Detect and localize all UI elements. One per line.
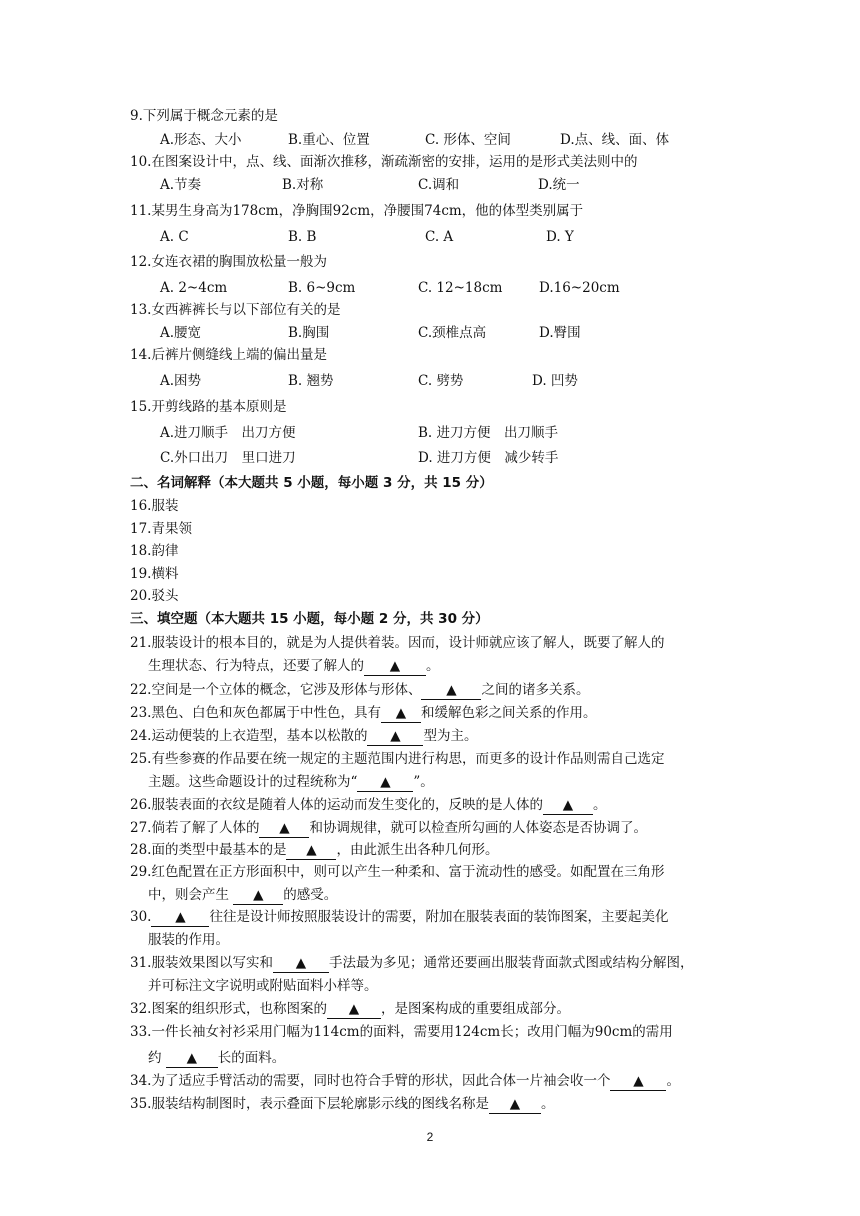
answer-blank: ▲ (151, 908, 209, 927)
question-10-option-b: B.对称 (282, 177, 324, 193)
question-21-line-1: 21.服装设计的根本目的，就是为人提供着装。因而，设计师就应该了解人，既要了解人的 (130, 635, 665, 651)
answer-blank: ▲ (286, 841, 336, 860)
section-3-title: 三、填空题（本大题共 15 小题，每小题 2 分，共 30 分） (130, 611, 489, 627)
question-29-line-2: 中，则会产生 ▲ 的感受。 (148, 887, 338, 903)
question-11-option-a: A. C (160, 229, 189, 245)
question-15-option-a: A.进刀顺手 出刀方便 (160, 425, 296, 441)
answer-blank: ▲ (543, 796, 593, 815)
answer-blank: ▲ (327, 1000, 381, 1019)
answer-blank: ▲ (166, 1049, 218, 1068)
question-10-option-d: D.统一 (538, 177, 580, 193)
question-29-line-1: 29.红色配置在正方形面积中，则可以产生一种柔和、富于流动性的感受。如配置在三角形 (130, 864, 665, 880)
question-11-option-c: C. A (425, 229, 454, 245)
question-11-option-b: B. B (288, 229, 317, 245)
question-33-line-2: 约 ▲ 长的面料。 (148, 1050, 286, 1066)
question-14-option-c: C. 劈势 (418, 373, 464, 389)
section-2-title: 二、名词解释（本大题共 5 小题，每小题 3 分，共 15 分） (130, 475, 493, 491)
question-27: 27.倘若了解了人体的 ▲ 和协调规律，就可以检查所勾画的人体姿态是否协调了。 (130, 820, 647, 836)
answer-blank: ▲ (367, 727, 423, 746)
question-34: 34.为了适应手臂活动的需要，同时也符合手臂的形状，因此合体一片袖会收一个 ▲ 。 (130, 1073, 680, 1089)
question-35: 35.服装结构制图时，表示叠面下层轮廓影示线的图线名称是 ▲ 。 (130, 1096, 555, 1112)
question-33-line-1: 33.一件长袖女衬衫采用门幅为114cm的面料，需要用124cm长；改用门幅为90cm的需用 (130, 1024, 673, 1040)
question-9-stem: 9.下列属于概念元素的是 (130, 108, 278, 124)
answer-blank: ▲ (233, 886, 283, 905)
question-24: 24.运动便装的上衣造型，基本以松散的 ▲ 型为主。 (130, 728, 478, 744)
question-32: 32.图案的组织形式，也称图案的 ▲ ，是图案构成的重要组成部分。 (130, 1001, 570, 1017)
question-12-option-d: D.16~20cm (539, 280, 620, 296)
term-item-16: 16.服装 (130, 498, 179, 514)
question-12-option-c: C. 12~18cm (418, 280, 503, 296)
question-15-stem: 15.开剪线路的基本原则是 (130, 399, 287, 415)
question-30-line-2: 服装的作用。 (148, 932, 229, 948)
question-15-option-c: C.外口出刀 里口进刀 (160, 450, 296, 466)
question-13-stem: 13.女西裤裤长与以下部位有关的是 (130, 302, 341, 318)
question-22: 22.空间是一个立体的概念，它涉及形体与形体、 ▲ 之间的诸多关系。 (130, 682, 590, 698)
question-9-option-a: A.形态、大小 (160, 132, 242, 148)
question-13-option-d: D.臀围 (539, 325, 581, 341)
question-11-stem: 11.某男生身高为178cm，净胸围92cm，净腰围74cm，他的体型类别属于 (130, 203, 584, 219)
question-14-option-b: B. 翘势 (288, 373, 334, 389)
term-item-18: 18.韵律 (130, 543, 179, 559)
question-15-option-d: D. 进刀方便 减少转手 (418, 450, 559, 466)
question-9-option-d: D.点、线、面、体 (560, 132, 670, 148)
question-25-line-2: 主题。这些命题设计的过程统称为“ ▲ ”。 (148, 774, 434, 790)
question-13-option-c: C.颈椎点高 (418, 325, 487, 341)
question-9-option-c: C. 形体、空间 (425, 132, 511, 148)
answer-blank: ▲ (259, 819, 309, 838)
answer-blank: ▲ (273, 954, 329, 973)
term-item-17: 17.青果领 (130, 521, 192, 537)
question-9-option-b: B.重心、位置 (288, 132, 370, 148)
question-10-stem: 10.在图案设计中，点、线、面渐次推移，渐疏渐密的安排，运用的是形式美法则中的 (130, 154, 638, 170)
question-25-line-1: 25.有些参赛的作品要在统一规定的主题范围内进行构思，而更多的设计作品则需自己选定 (130, 751, 665, 767)
term-item-19: 19.横料 (130, 566, 179, 582)
question-14-stem: 14.后裤片侧缝线上端的偏出量是 (130, 347, 327, 363)
question-28: 28.面的类型中最基本的是 ▲ ，由此派生出各种几何形。 (130, 842, 499, 858)
answer-blank: ▲ (489, 1095, 541, 1114)
page-number: 2 (426, 1130, 434, 1144)
question-11-option-d: D. Y (546, 229, 574, 245)
question-14-option-d: D. 凹势 (532, 373, 578, 389)
question-30-line-1: 30. ▲ 往往是设计师按照服装设计的需要，附加在服装表面的装饰图案，主要起美化 (130, 909, 669, 925)
question-31-line-1: 31.服装效果图以写实和 ▲ 手法最为多见；通常还要画出服装背面款式图或结构分解图， (130, 955, 694, 971)
answer-blank: ▲ (364, 657, 426, 676)
question-15-option-b: B. 进刀方便 出刀顺手 (418, 425, 559, 441)
question-12-option-a: A. 2~4cm (160, 280, 228, 296)
answer-blank: ▲ (381, 704, 421, 723)
question-14-option-a: A.困势 (160, 373, 202, 389)
question-26: 26.服装表面的衣纹是随着人体的运动而发生变化的，反映的是人体的 ▲ 。 (130, 797, 607, 813)
term-item-20: 20.驳头 (130, 588, 179, 604)
question-21-line-2: 生理状态、行为特点，还要了解人的 ▲ 。 (148, 658, 440, 674)
question-12-stem: 12.女连衣裙的胸围放松量一般为 (130, 254, 327, 270)
question-10-option-a: A.节奏 (160, 177, 202, 193)
question-12-option-b: B. 6~9cm (288, 280, 356, 296)
answer-blank: ▲ (610, 1072, 666, 1091)
question-13-option-b: B.胸围 (288, 325, 330, 341)
answer-blank: ▲ (421, 681, 481, 700)
question-31-line-2: 并可标注文字说明或附贴面料小样等。 (148, 978, 378, 994)
answer-blank: ▲ (357, 773, 413, 792)
question-13-option-a: A.腰宽 (160, 325, 202, 341)
question-23: 23.黑色、白色和灰色都属于中性色，具有 ▲ 和缓解色彩之间关系的作用。 (130, 705, 597, 721)
question-10-option-c: C.调和 (418, 177, 460, 193)
